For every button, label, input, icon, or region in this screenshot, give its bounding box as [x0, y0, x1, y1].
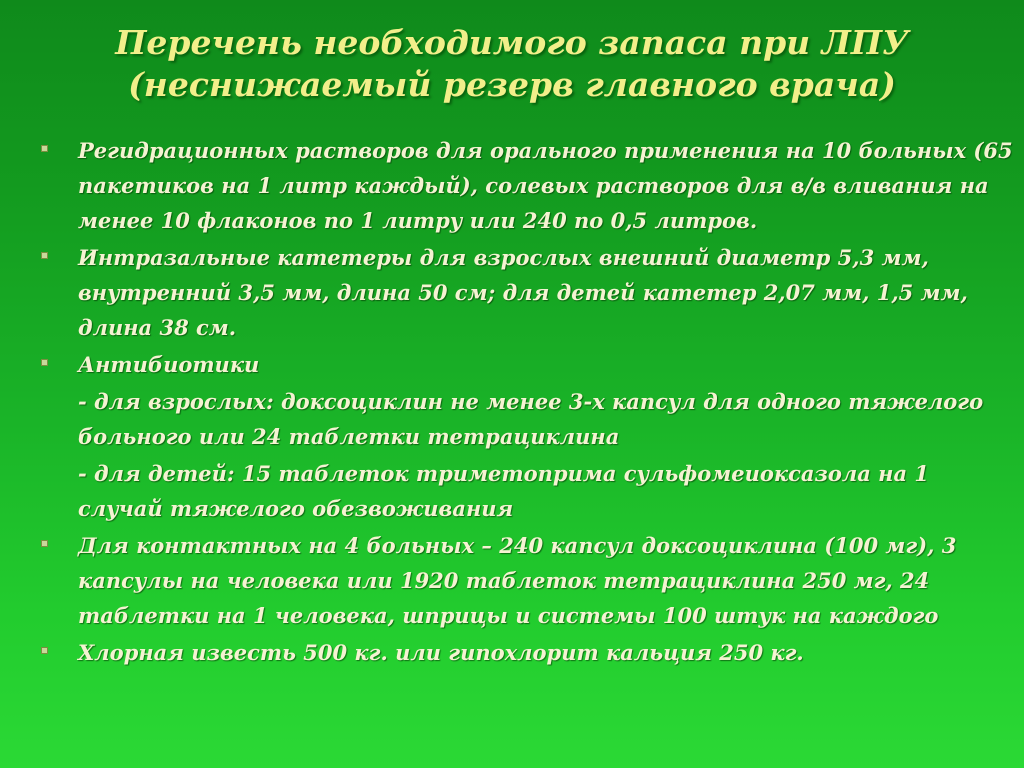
square-bullet-icon [41, 647, 48, 654]
slide-title [40, 22, 984, 106]
list-item [38, 133, 1013, 238]
sub-item: - для детей: 15 таблеток триметоприма сульфомеиоксазола на 1 случай тяжелого обезвоживания [78, 461, 929, 521]
square-bullet-icon [41, 145, 48, 152]
list-item [38, 635, 1013, 670]
sub-item: - для взрослых: доксоциклин не менее 3-х капсул для одного тяжелого больного или 24 таблетки тетрациклина [78, 389, 984, 449]
list-item-text: Интразальные катетеры для взрослых внешний диаметр 5,3 мм, внутренний 3,5 мм, длина 50 см; для детей катетер 2,07 мм, 1,5 мм, длина 38 см. [78, 245, 968, 340]
list-item [38, 240, 1013, 345]
square-bullet-icon [41, 252, 48, 259]
list-item [38, 347, 1013, 382]
square-bullet-icon [41, 359, 48, 366]
square-bullet-icon [41, 540, 48, 547]
list-item-text: Хлорная известь 500 кг. или гипохлорит кальция 250 кг. [78, 640, 804, 665]
title-line-1: Перечень необходимого запаса при ЛПУ [115, 23, 909, 62]
title-line-2: (неснижаемый резерв главного врача) [128, 65, 896, 104]
list-item-text: Антибиотики [78, 352, 260, 377]
list-item-text: Регидрационных растворов для орального применения на 10 больных (65 пакетиков на 1 литр каждый), солевых растворов для в/в вливания на менее 10 флаконов по 1 литру или 240 по 0,5 литров. [78, 138, 1013, 233]
bullet-list [38, 133, 1013, 672]
list-item [38, 528, 1013, 633]
list-item-text: Для контактных на 4 больных – 240 капсул доксоциклина (100 мг), 3 капсулы на человека или 1920 таблеток тетрациклина 250 мг, 24 таблетки на 1 человека, шприцы и системы 100 штук на каждого [78, 533, 957, 628]
